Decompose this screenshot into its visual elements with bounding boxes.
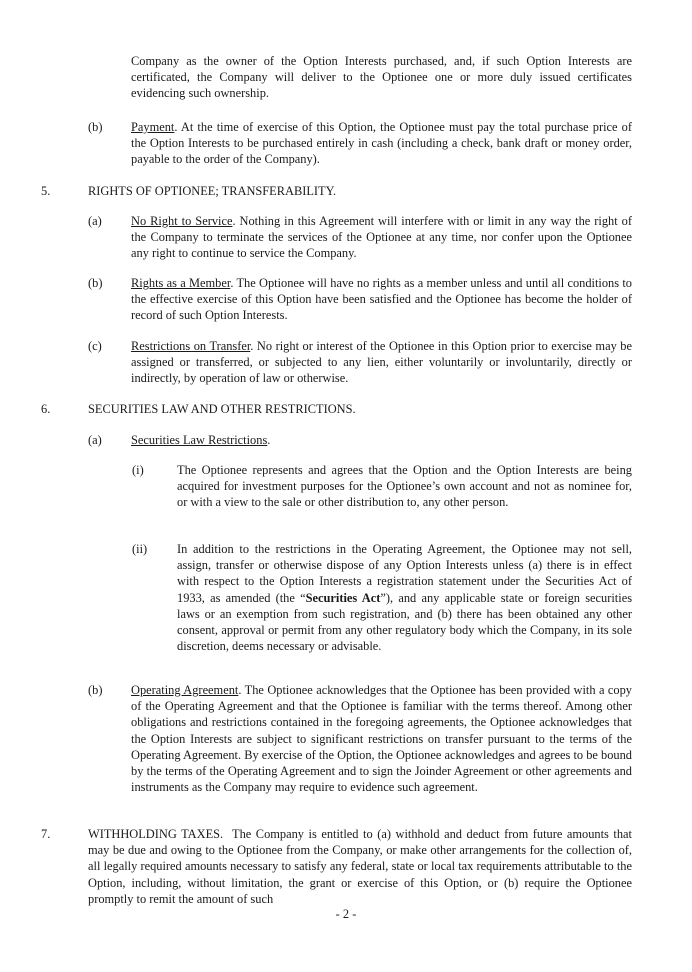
section-4b-title: Payment: [131, 120, 175, 134]
section-6a-heading: Securities Law Restrictions.: [131, 433, 271, 447]
section-6b-paragraph: Operating Agreement. The Optionee acknowledges that the Optionee has been provided with a copy of the Operating Agreement and that the Optionee is familiar with the terms thereof. Among other obligations and restrictions contained in the foregoing agreements, the Optionee acknowledges that the Option Interests are subject to significant restrictions on transfer pursuant to the terms of the Operating Agreement. By exercise of the Option, the Optionee acknowledges and agrees to be bound by the terms of the Operating Agreement and to sign the Joinder Agreement or other agreements and instruments as the Company may require to evidence such agreement.: [131, 683, 632, 795]
section-5c-label: (c): [88, 339, 102, 353]
section-4b-label: (b): [88, 120, 103, 134]
page-number: - 2 -: [335, 907, 357, 921]
section-5b-paragraph: Rights as a Member. The Optionee will have no rights as a member unless and until all conditions to the effective exercise of this Option have been satisfied and the Optionee has become the holder of record of such Option Interests.: [131, 276, 632, 323]
section-6a-label: (a): [88, 433, 102, 447]
section-4a-continuation: Company as the owner of the Option Interests purchased, and, if such Option Interests are certificated, the Company will deliver to the Optionee one or more duly issued certificates evidencing such ownership.: [131, 54, 632, 101]
section-7-paragraph: WITHHOLDING TAXES. The Company is entitled to (a) withhold and deduct from future amounts that may be due and owing to the Optionee from the Company, or make other arrangements for the collection of, all legally required amounts necessary to satisfy any federal, state or local tax requirements attributable to the Option, including, without limitation, the grant or exercise of this Option, or (b) require the Optionee promptly to remit the amount of such: [88, 827, 632, 906]
section-5a-paragraph: No Right to Service. Nothing in this Agreement will interfere with or limit in any way the right of the Company to terminate the services of the Optionee at any time, nor confer upon the Optionee any right to continue to service the Company.: [131, 214, 632, 261]
section-7-heading: WITHHOLDING TAXES.: [88, 827, 224, 841]
section-6a-ii-paragraph: In addition to the restrictions in the Operating Agreement, the Optionee may not sell, assign, transfer or otherwise dispose of any Option Interests unless (a) there is in effect with respect to the Option Interests a registration statement under the Securities Act of 1933, as amended (the “Securities Act”), and any applicable state or foreign securities laws or an exemption from such registration, and (b) there has been obtained any other consent, approval or permit from any other regulatory body which the Company, in its sole discretion, deems necessary or advisable.: [177, 542, 633, 654]
securities-act-defined-term: Securities Act: [305, 590, 381, 605]
section-5c-paragraph: Restrictions on Transfer. No right or interest of the Optionee in this Option prior to exercise may be assigned or transferred, or subjected to any lien, either voluntarily or involuntarily, directly or indirectly, by operation of law or otherwise.: [131, 339, 632, 386]
section-7-number: 7.: [41, 827, 51, 841]
section-4b-paragraph: Payment. At the time of exercise of this Option, the Optionee must pay the total purchase price of the Option Interests to be purchased entirely in cash (including a check, bank draft or money order, payable to the order of the Company).: [131, 120, 632, 167]
section-6b-title: Operating Agreement: [131, 683, 239, 697]
section-5b-title: Rights as a Member: [131, 276, 231, 290]
section-5c-title: Restrictions on Transfer: [131, 339, 251, 353]
section-6a-ii-label: (ii): [132, 542, 148, 556]
section-5a-title: No Right to Service: [131, 214, 233, 228]
section-5-number: 5.: [41, 184, 51, 198]
section-6-number: 6.: [41, 402, 51, 416]
section-6a-title: Securities Law Restrictions: [131, 433, 268, 447]
section-6b-label: (b): [88, 683, 103, 697]
section-5-heading: RIGHTS OF OPTIONEE; TRANSFERABILITY.: [88, 184, 337, 198]
section-5a-label: (a): [88, 214, 102, 228]
section-6-heading: SECURITIES LAW AND OTHER RESTRICTIONS.: [88, 402, 356, 416]
section-6a-i-paragraph: The Optionee represents and agrees that the Option and the Option Interests are being acquired for investment purposes for the Optionee’s own account and not as nominee for, or with a view to the sale or other distribution to, any other person.: [177, 463, 632, 510]
section-6a-i-label: (i): [132, 463, 144, 477]
section-5b-label: (b): [88, 276, 103, 290]
